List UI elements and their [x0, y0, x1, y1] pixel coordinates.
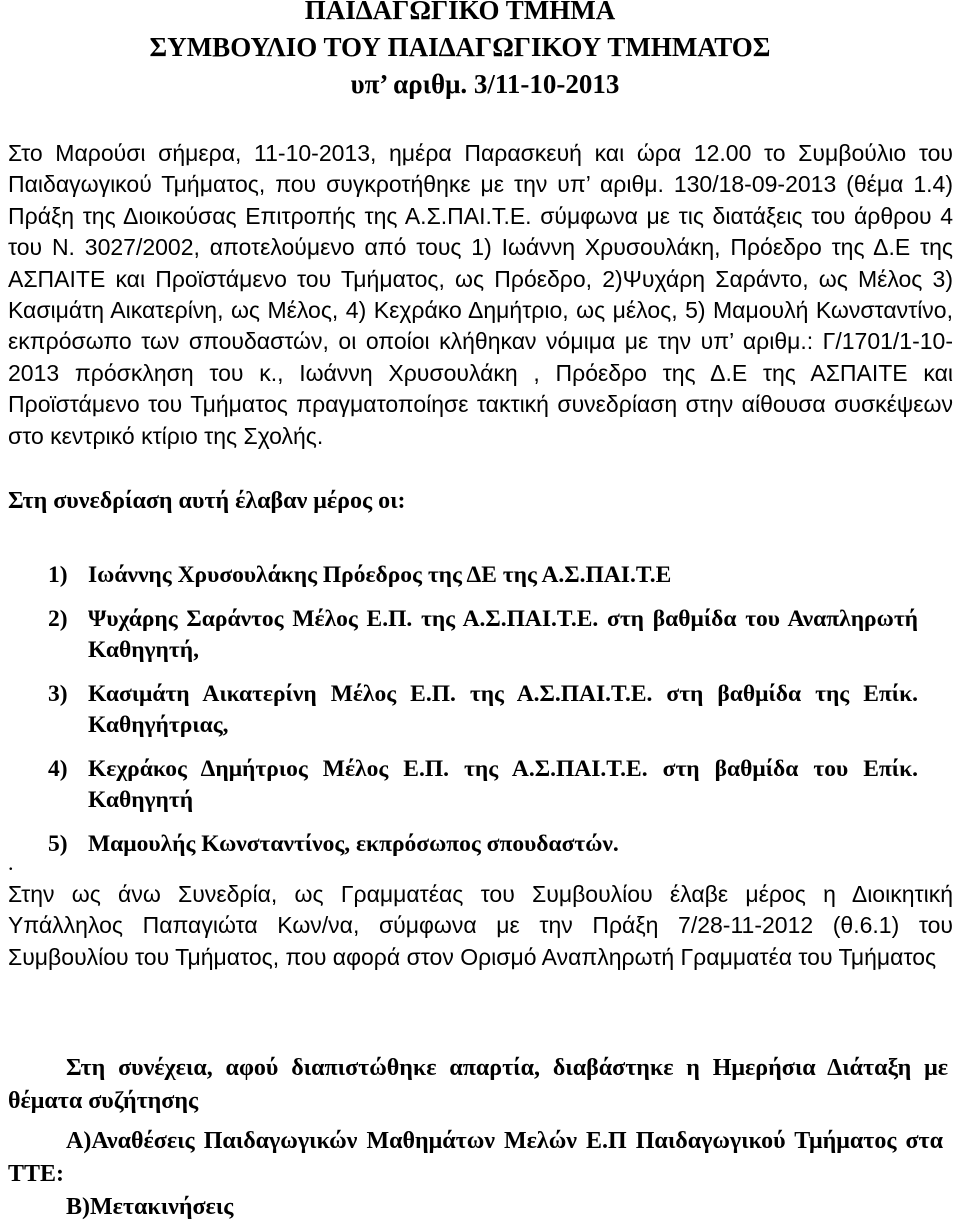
item-number: 5) [48, 831, 68, 857]
attendance-heading: Στη συνεδρίαση αυτή έλαβαν μέρος οι: [8, 488, 406, 514]
member-text: Ψυχάρης Σαράντος Μέλος Ε.Π. της Α.Σ.ΠΑΙ.Τ.Ε. στη βαθμίδα του Αναπληρωτή Καθηγητή, [88, 606, 918, 663]
secretary-paragraph: Στην ως άνω Συνεδρία, ως Γραμματέας του Συμβουλίου έλαβε μέρος η Διοικητική Υπάλληλος Παπαγιώτα Κων/να, σύμφωνα με την Πράξη 7/28-11-2012 (θ.6.1) του Συμβουλίου του Τμήματος, που αφορά στον Ορισμό Αναπληρωτή Γραμματέα του Τμήματος [8, 881, 953, 970]
member-text: Κασιμάτη Αικατερίνη Μέλος Ε.Π. της Α.Σ.ΠΑΙ.Τ.Ε. στη βαθμίδα της Επίκ. Καθηγήτριας, [88, 681, 918, 738]
member-text: Μαμουλής Κωνσταντίνος, εκπρόσωπος σπουδαστών. [88, 831, 619, 857]
department-title: ΠΑΙΔΑΓΩΓΙΚΟ ΤΜΗΜΑ [304, 0, 616, 25]
item-number: 3) [48, 681, 68, 707]
stray-dot: . [8, 850, 14, 875]
list-item [48, 754, 918, 816]
agenda-item-a: Α)Αναθέσεις Παιδαγωγικών Μαθημάτων Μελών Ε.Π Παιδαγωγικού Τμήματος στα ΤΤΕ: [8, 1128, 943, 1187]
members-list [48, 560, 918, 873]
item-number: 4) [48, 756, 68, 782]
quorum-paragraph: Στη συνέχεια, αφού διαπιστώθηκε απαρτία, διαβάστηκε η Ημερήσια Διάταξη με θέματα συζήτησης [8, 1055, 948, 1114]
list-item [48, 604, 918, 666]
council-title: ΣΥΜΒΟΥΛΙΟ ΤΟΥ ΠΑΙΔΑΓΩΓΙΚΟΥ ΤΜΗΜΑΤΟΣ [149, 32, 771, 62]
list-item [48, 560, 918, 591]
meeting-number: υπ’ αριθμ. 3/11-10-2013 [350, 69, 620, 99]
list-item [48, 829, 918, 860]
item-number: 1) [48, 562, 68, 588]
member-text: Κεχράκος Δημήτριος Μέλος Ε.Π. της Α.Σ.ΠΑΙ.Τ.Ε. στη βαθμίδα του Επίκ. Καθηγητή [88, 756, 918, 813]
list-item [48, 679, 918, 741]
member-text: Ιωάννης Χρυσουλάκης Πρόεδρος της ΔΕ της Α.Σ.ΠΑΙ.Τ.Ε [88, 562, 672, 588]
intro-paragraph: Στο Μαρούσι σήμερα, 11-10-2013, ημέρα Παρασκευή και ώρα 12.00 το Συμβούλιο του Παιδαγωγικού Τμήματος, που συγκροτήθηκε με την υπ’ αριθμ. 130/18-09-2013 (θέμα 1.4) Πράξη της Διοικούσας Επιτροπής της Α.Σ.ΠΑΙ.Τ.Ε. σύμφωνα με τις διατάξεις του άρθρου 4 του Ν. 3027/2002, αποτελούμενο από τους 1) Ιωάννη Χρυσουλάκη, Πρόεδρο της Δ.Ε της ΑΣΠΑΙΤΕ και Προϊστάμενο του Τμήματος, ως Πρόεδρο, 2)Ψυχάρη Σαράντο, ως Μέλος 3) Κασιμάτη Αικατερίνη, ως Μέλος, 4) Κεχράκο Δημήτριο, ως μέλος, 5) Μαμουλή Κωνσταντίνο, εκπρόσωπο των σπουδαστών, οι οποίοι κλήθηκαν νόμιμα με την υπ’ αριθμ.: Γ/1701/1-10-2013 πρόσκληση του κ., Ιωάννη Χρυσουλάκη , Πρόεδρο της Δ.Ε της ΑΣΠΑΙΤΕ και Προϊστάμενο του Τμήματος πραγματοποίησε τακτική συνεδρίαση στην αίθουσα συσκέψεων στο κεντρικό κτίριο της Σχολής. [8, 140, 953, 449]
agenda-item-b: Β)Μετακινήσεις [66, 1194, 234, 1220]
item-number: 2) [48, 606, 68, 632]
